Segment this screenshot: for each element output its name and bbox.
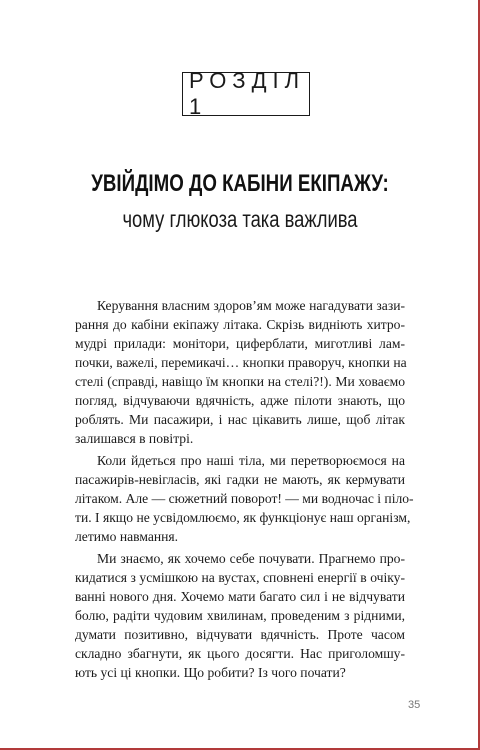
text-line: стелі (справді, навіщо їм кнопки на стелі?!). Ми ховаємо (75, 374, 405, 389)
text-line: Ми знаємо, як хочемо себе почувати. Прагнемо про- (97, 551, 405, 566)
page-number: 35 (408, 699, 421, 711)
paragraph (75, 451, 414, 546)
paragraph (75, 549, 405, 682)
text-line: літаком. Але — сюжетний поворот! — ми водночас і піло- (75, 491, 414, 506)
text-line: ють усі ці кнопки. Що робити? Із чого почати? (75, 665, 346, 680)
text-line: летимо навмання. (75, 529, 179, 544)
text-line: залишався в повітрі. (75, 431, 194, 446)
text-line: роблять. Ми пасажири, і нас цікавить лише, щоб літак (75, 412, 405, 427)
text-line: пасажирів-невігласів, які гадки не мають, як кермувати (75, 472, 405, 487)
text-line: погляд, відчуваючи вдячність, адже пілоти знають, що (75, 393, 405, 408)
text-line: Коли йдеться про наші тіла, ми перетворюємося на (97, 453, 405, 468)
text-line: Керування власним здоров’ям може нагадувати зази- (97, 298, 405, 313)
text-line: рання до кабіни екіпажу літака. Скрізь видніють хитро- (75, 317, 405, 332)
text-line: ти. І якщо не усвідомлюємо, як функціонує наш організм, (75, 510, 411, 525)
text-line: мудрі прилади: монітори, циферблати, миготливі лам- (75, 336, 405, 351)
text-line: ванні нового дня. Хочемо мати багато сил і не відчувати (75, 589, 405, 604)
text-line: кидатися з усмішкою на вустах, сповнені енергії в очіку- (75, 570, 405, 585)
chapter-title: УВІЙДІМО ДО КАБІНИ ЕКІПАЖУ: (91, 170, 389, 197)
paragraph (75, 296, 405, 448)
text-line: болю, радіти чудовим хвилинам, проведеним з рідними, (75, 608, 405, 623)
chapter-subtitle: чому глюкоза така важлива (122, 206, 358, 232)
body-text (75, 296, 414, 685)
chapter-label: РОЗДІЛ 1 (182, 72, 310, 116)
text-line: думати позитивно, відчувати вдячність. Проте часом (75, 627, 405, 642)
text-line: почки, важелі, перемикачі… кнопки праворуч, кнопки на (75, 355, 407, 370)
text-line: складно збагнути, як цього досягти. Нас приголомшу- (75, 646, 405, 661)
